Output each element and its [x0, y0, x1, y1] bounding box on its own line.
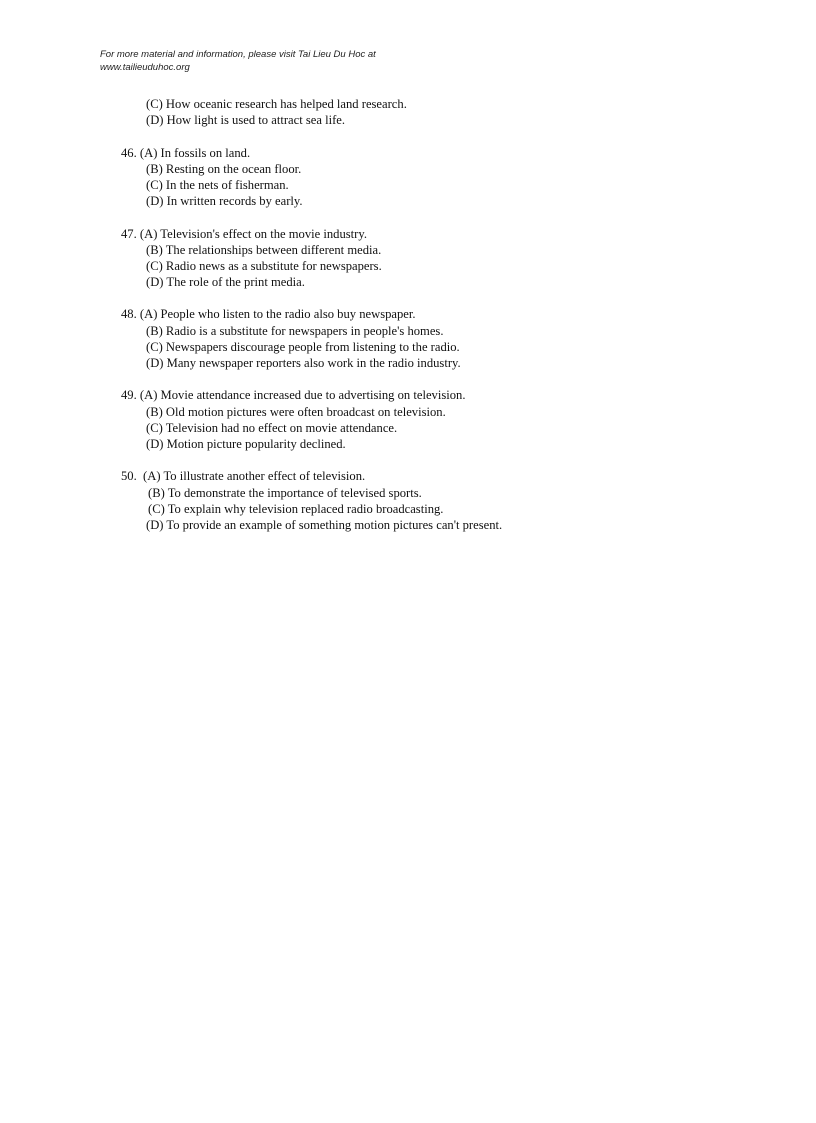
question-46: [0, 145, 816, 210]
option-a: (A) To illustrate another effect of television.: [143, 469, 366, 484]
question-line-a: [0, 226, 816, 242]
option-a: (A) Television's effect on the movie industry.: [139, 226, 367, 241]
question-47: [0, 226, 816, 291]
header-line-1: For more material and information, please visit Tai Lieu Du Hoc at: [100, 49, 376, 60]
question-number: 46.: [121, 145, 137, 160]
question-number: 48.: [121, 307, 137, 322]
option-c: (C) To explain why television replaced radio broadcasting.: [148, 501, 444, 516]
option-b: (B) Radio is a substitute for newspapers in people's homes.: [146, 323, 444, 338]
question-line-a: [0, 468, 816, 484]
question-line-a: [0, 387, 816, 403]
option-a: (A) In fossils on land.: [139, 145, 251, 160]
question-50: [0, 468, 816, 533]
option-d: (D) The role of the print media.: [146, 275, 305, 290]
option-b: (B) Resting on the ocean floor.: [146, 161, 302, 176]
continued-options: [0, 96, 816, 128]
question-48: [0, 306, 816, 371]
option-a: (A) Movie attendance increased due to advertising on television.: [139, 388, 466, 403]
option-b: (B) To demonstrate the importance of televised sports.: [148, 485, 422, 500]
option-c: (C) In the nets of fisherman.: [146, 177, 289, 192]
option-b: (B) Old motion pictures were often broadcast on television.: [146, 404, 446, 419]
option-d: (D) Motion picture popularity declined.: [146, 436, 346, 451]
option-d: (D) Many newspaper reporters also work in the radio industry.: [146, 356, 461, 370]
option-b: (B) The relationships between different media.: [146, 242, 382, 257]
option-d: (D) To provide an example of something motion pictures can't present.: [146, 517, 503, 532]
question-line-a: [0, 145, 816, 161]
option-d: (D) How light is used to attract sea life.: [146, 113, 345, 128]
question-number: 47.: [121, 226, 137, 241]
option-c: (C) Newspapers discourage people from listening to the radio.: [146, 339, 460, 354]
question-49: [0, 387, 816, 452]
option-c: (C) Radio news as a substitute for newspapers.: [146, 258, 382, 273]
question-number: 49.: [121, 388, 137, 403]
header-website: www.tailieuduhoc.org: [100, 62, 190, 73]
option-c: (C) Television had no effect on movie attendance.: [146, 420, 398, 435]
option-a: (A) People who listen to the radio also buy newspaper.: [139, 307, 416, 322]
question-line-a: [0, 306, 816, 322]
option-d: (D) In written records by early.: [146, 194, 303, 209]
option-c: (C) How oceanic research has helped land research.: [146, 97, 407, 111]
page-header: [100, 48, 376, 74]
question-list: [0, 96, 816, 549]
question-number: 50.: [121, 469, 137, 484]
